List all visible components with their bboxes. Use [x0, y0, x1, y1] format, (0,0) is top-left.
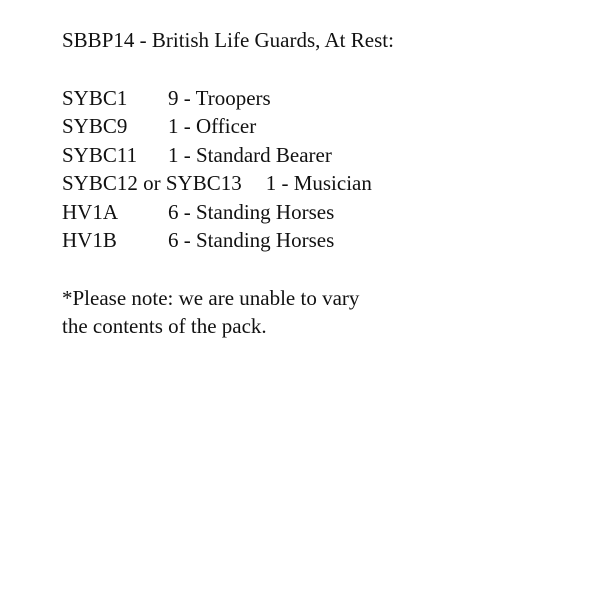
note-line-1: *Please note: we are unable to vary: [62, 285, 360, 310]
list-item: [62, 84, 582, 113]
item-description: 1 - Standard Bearer: [168, 142, 332, 167]
item-description: 9 - Troopers: [168, 85, 271, 110]
pack-note: [62, 284, 582, 341]
item-code: SYBC12 or SYBC13: [62, 171, 242, 195]
item-code: HV1A: [62, 199, 118, 224]
item-code: SYBC1: [62, 85, 128, 110]
list-item: [62, 112, 582, 141]
item-code: SYBC9: [62, 114, 128, 138]
item-description: 1 - Officer: [168, 114, 257, 138]
list-item: [62, 198, 582, 227]
pack-title: SBBP14 - British Life Guards, At Rest:: [62, 28, 394, 52]
list-item: [62, 141, 582, 170]
note-line-2: the contents of the pack.: [62, 314, 267, 338]
item-code: HV1B: [62, 228, 117, 252]
item-description: 6 - Standing Horses: [168, 228, 335, 252]
contents-list: [62, 84, 582, 255]
list-item: [62, 226, 582, 255]
item-description: 1 - Musician: [265, 171, 372, 195]
item-description: 6 - Standing Horses: [168, 199, 335, 224]
item-code: SYBC11: [62, 142, 138, 167]
pack-contents-document: [62, 26, 582, 341]
list-item: [62, 169, 582, 198]
